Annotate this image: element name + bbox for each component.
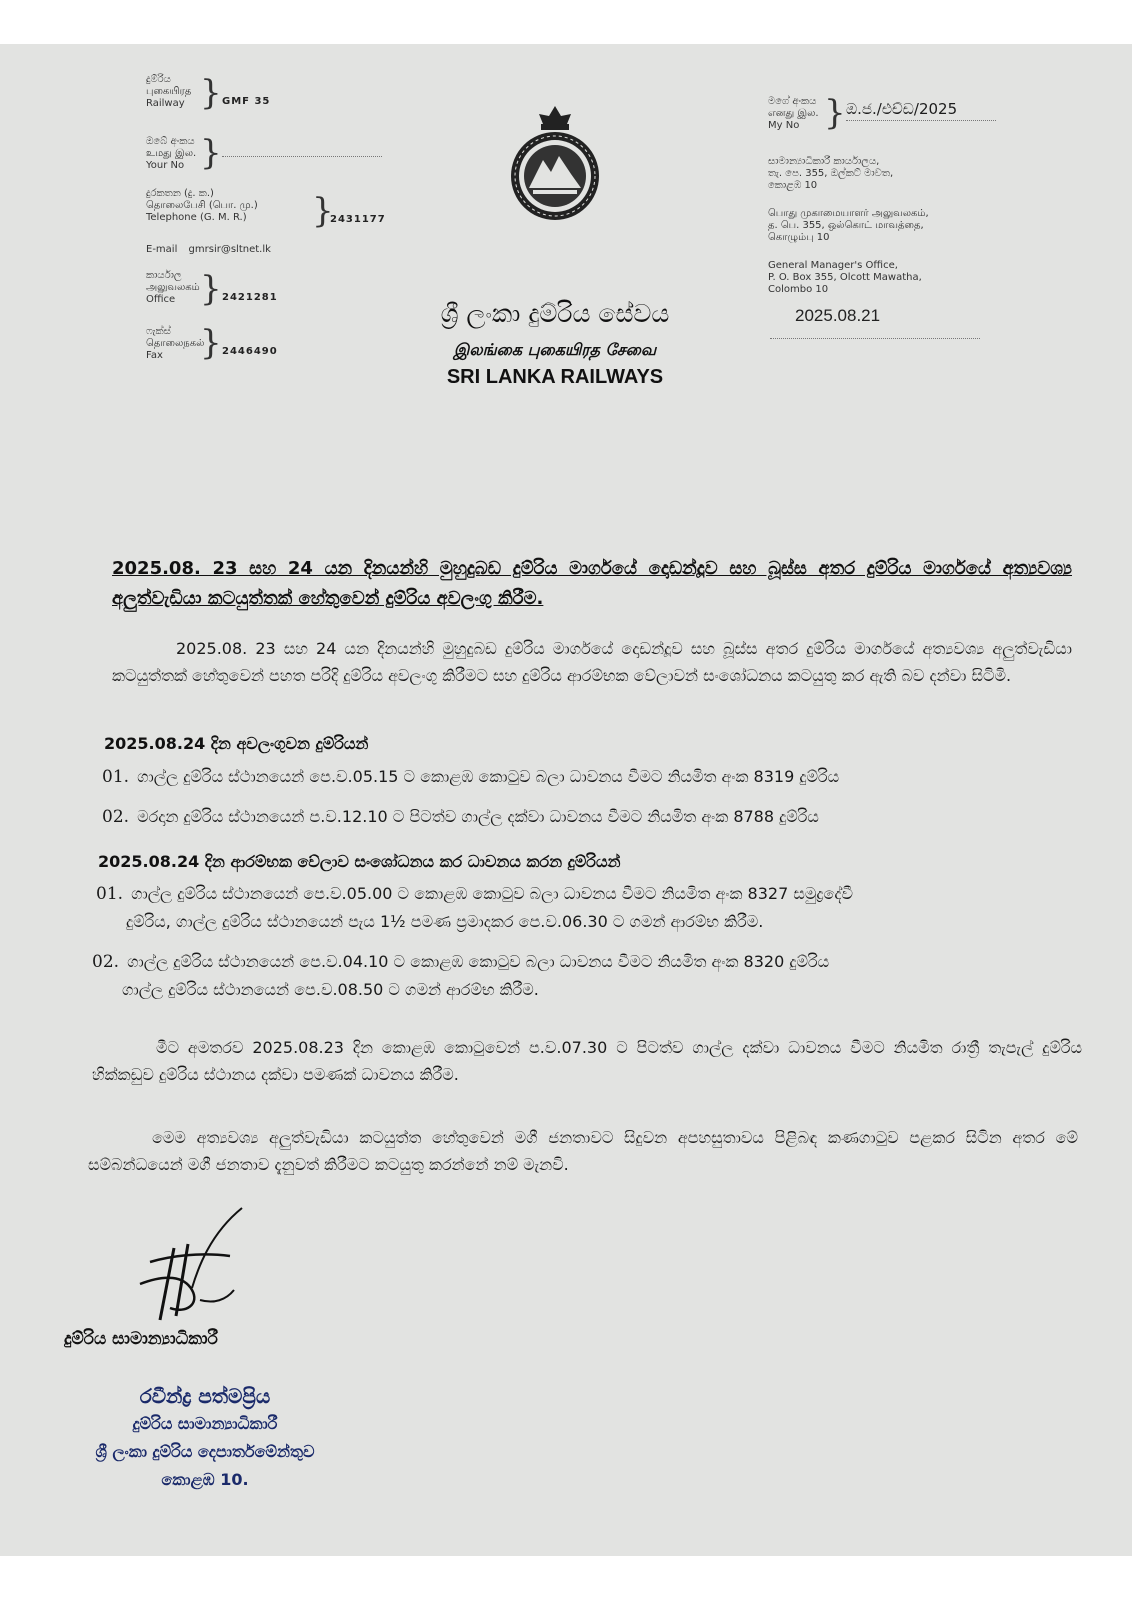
office-number: 2421281 — [222, 292, 278, 303]
my-no-value: ඔ.ජ./එච්ඩ/2025 — [846, 100, 996, 121]
brace-icon: } — [200, 269, 222, 309]
document-page — [0, 44, 1132, 1556]
email-address: gmrsir@sltnet.lk — [188, 244, 271, 255]
brace-icon: } — [824, 93, 846, 133]
brace-icon: } — [200, 133, 222, 173]
railway-code: GMF 35 — [222, 96, 271, 107]
my-no-field: මගේ අංකය எனது இல. My No — [768, 96, 819, 131]
subject-heading: 2025.08. 23 සහ 24 යන දිනයන්හි මුහුදුබඩ දුම්රිය මාර්ගයේ දොඩන්දූව සහ බූස්ස අතර දුම්රිය මාර්ගයේ අත්‍යවශ්‍ය අලුත්වැඩියා කටයුත්තක් හේතුවෙන් දුම්රිය අවලංගු කිරීම. — [112, 558, 1072, 609]
revised-heading: 2025.08.24 දින ආරම්භක වේලාව සංශෝධනය කර ධාවනය කරන දුම්රියන් — [98, 852, 621, 871]
your-no-blank — [222, 156, 382, 157]
list-item: 01. ගාල්ල දුම්රිය ස්ථානයෙන් පෙ.ව.05.15 ට කොළඹ කොටුව බලා ධාවනය වීමට නියමිත අංක 8319 දුම්රිය — [102, 767, 840, 787]
cancelled-heading: 2025.08.24 දින අවලංගුවන දුම්රියන් — [104, 734, 369, 753]
fax-field: ෆැක්ස් தொலைநகல் Fax — [146, 326, 205, 361]
org-name-sinhala: ශ්‍රී ලංකා දුම්රිය සේවය — [440, 299, 670, 328]
office-field: කාර්යාල அலுவலகம் Office — [146, 270, 200, 305]
list-item: 01. ගාල්ල දුම්රිය ස්ථානයෙන් පෙ.ව.05.00 ට කොළඹ කොටුව බලා ධාවනය වීමට නියමිත අංක 8327 සමුද්‍රදේවී දුම්රිය, ගාල්ල දුම්රිය ස්ථානයෙන් පැය 1½ පමණ ප්‍රමාදකර පෙ.ව.06.30 ට ගමන් ආරම්භ කිරීම. — [96, 884, 853, 931]
org-name-english: SRI LANKA RAILWAYS — [446, 366, 664, 388]
address-sinhala: සාමාන්‍යාධිකාරී කාර්යාලය, තැ. පෙ. 355, ඔල්කට් මාවත, කොළඹ 10 — [768, 156, 894, 191]
apology-paragraph: මෙම අත්‍යවශ්‍ය අලුත්වැඩියා කටයුත්ත හේතුවෙන් මගී ජනතාවට සිදුවන අපහසුතාවය පිළිබඳ කණගාටුව පළකර සිටින අතර මේ සම්බන්ධයෙන් මගී ජනතාව දැනුවත් කිරීමට කටයුතු කරන්නේ නම් මැනවි. — [88, 1128, 1078, 1174]
railway-field: දුම්රිය புகையிரத Railway — [146, 74, 192, 109]
address-english: General Manager's Office, P. O. Box 355, Olcott Mawatha, Colombo 10 — [768, 260, 922, 295]
list-item: 02. මරදාන දුම්රිය ස්ථානයෙන් ප.ව.12.10 ට පිටත්ව ගාල්ල දක්වා ධාවනය වීමට නියමිත අංක 8788 දුම්රිය — [102, 807, 819, 827]
night-mail-paragraph: මීට අමතරව 2025.08.23 දින කොළඹ කොටුවෙන් ප.ව.07.30 ට පිටත්ව ගාල්ල දක්වා ධාවනය වීමට නියමිත රාත්‍රී තැපැල් දුම්රිය හික්කඩුව දුම්රිය ස්ථානය දක්වා පමණක් ධාවනය කිරීම. — [92, 1038, 1082, 1084]
address-tamil: பொது முகாமையாளர் அலுவலகம், த. பெ. 355, ஒல்கொட் மாவத்தை, கொழும்பு 10 — [768, 208, 929, 243]
brace-icon: } — [200, 323, 222, 363]
org-name-tamil: இலங்கை புகையிரத சேவை — [453, 340, 657, 359]
official-stamp: රවීන්ද්‍ර පත්මප්‍රිය දුම්රිය සාමාන්‍යාධිකාරී ශ්‍රී ලංකා දුම්රිය දෙපාර්තමේන්තුව කොළඹ 10. — [95, 1384, 315, 1489]
intro-paragraph: 2025.08. 23 සහ 24 යන දිනයන්හි මුහුදුබඩ දුම්රිය මාර්ගයේ දොඩන්දූව සහ බූස්ස අතර දුම්රිය මාර්ගයේ අත්‍යවශ්‍ය අලුත්වැඩියා කටයුත්තක් හේතුවෙන් පහත පරිදි දුම්රිය අවලංගු කිරීමට සහ දුම්රිය ආරම්භක වේලාවන් සංශෝධනය කටයුතු කර ඇති බව දන්වා සිටිමි. — [112, 639, 1072, 685]
letter-date: 2025.08.21 — [795, 306, 881, 325]
signatory-title: දුම්රිය සාමාන්‍යාධිකාරී — [64, 1329, 218, 1349]
telephone-field: දුරකතන (දු. ක.) தொலைபேசி (பொ. மு.) Telephone (G. M. R.) — [146, 188, 258, 223]
email-field: E-mail gmrsir@sltnet.lk — [146, 244, 271, 255]
fax-number: 2446490 — [222, 346, 278, 357]
your-no-field: ඔබේ අංකය உமது இல. Your No — [146, 136, 197, 171]
railway-emblem-icon — [505, 104, 605, 224]
date-underline — [770, 338, 980, 339]
brace-icon: } — [200, 73, 222, 113]
brace-icon: } — [312, 191, 334, 231]
telephone-number: 2431177 — [330, 214, 386, 225]
list-item: 02. ගාල්ල දුම්රිය ස්ථානයෙන් පෙ.ව.04.10 ට කොළඹ කොටුව බලා ධාවනය වීමට නියමිත අංක 8320 දුම්රිය ගාල්ල දුම්රිය ස්ථානයෙන් පෙ.ව.08.50 ට ගමන් ආරම්භ කිරීම. — [92, 952, 830, 999]
signature-mark — [130, 1204, 270, 1324]
